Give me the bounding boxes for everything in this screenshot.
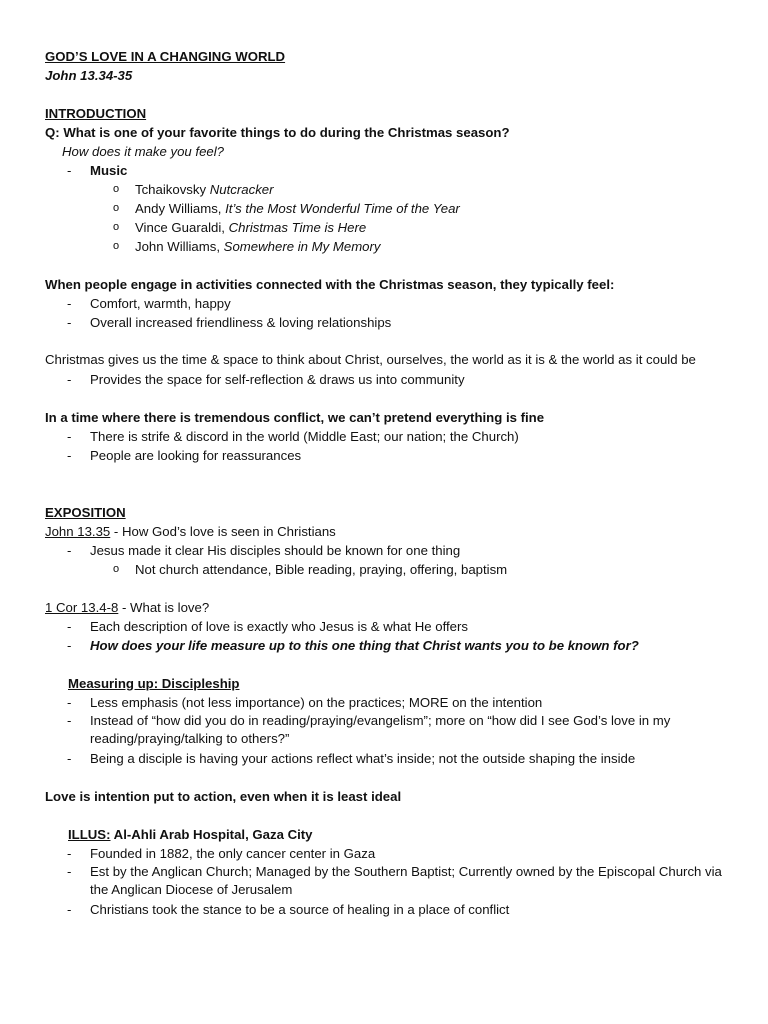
list-item-text: Comfort, warmth, happy bbox=[90, 296, 231, 311]
list-item bbox=[45, 541, 725, 560]
introduction-heading: INTRODUCTION bbox=[45, 106, 147, 121]
music-work: It’s the Most Wonderful Time of the Year bbox=[225, 201, 460, 216]
list-item bbox=[45, 900, 725, 919]
music-artist: Andy Williams, bbox=[135, 201, 226, 216]
list-item-text: How does your life measure up to this one thing that Christ wants you to be known for? bbox=[90, 637, 639, 653]
dash-bullet: - bbox=[67, 637, 72, 653]
list-item bbox=[45, 560, 725, 579]
dash-bullet: - bbox=[67, 447, 72, 463]
dash-bullet: - bbox=[67, 901, 72, 917]
circle-bullet: o bbox=[113, 240, 120, 252]
list-item-text: Founded in 1882, the only cancer center in Gaza bbox=[90, 845, 376, 861]
list-item bbox=[45, 636, 725, 655]
dash-bullet: - bbox=[67, 371, 72, 387]
music-artist: John Williams, bbox=[135, 239, 224, 254]
list-item-text: Christians took the stance to be a source of healing in a place of conflict bbox=[90, 901, 510, 917]
list-item bbox=[45, 617, 725, 636]
dash-bullet: - bbox=[67, 618, 72, 634]
list-item-text: Less emphasis (not less importance) on the practices; MORE on the intention bbox=[90, 694, 543, 710]
list-item bbox=[45, 712, 725, 749]
music-label: Music bbox=[90, 163, 128, 178]
list-item bbox=[45, 294, 725, 313]
list-item-text: Jesus made it clear His disciples should be known for one thing bbox=[90, 542, 461, 558]
measuring-heading: Measuring up: Discipleship bbox=[68, 675, 240, 691]
dash-bullet: - bbox=[67, 315, 72, 330]
cor-reference-text: - What is love? bbox=[118, 599, 210, 615]
love-statement: Love is intention put to action, even when it is least ideal bbox=[45, 788, 402, 804]
john-reference-line bbox=[45, 522, 725, 541]
music-work: Somewhere in My Memory bbox=[223, 239, 381, 254]
list-item bbox=[45, 844, 725, 863]
list-item bbox=[45, 693, 725, 712]
music-work: Christmas Time is Here bbox=[228, 220, 367, 235]
dash-bullet: - bbox=[67, 163, 72, 178]
circle-bullet: o bbox=[113, 202, 120, 214]
intro-question: Q: What is one of your favorite things to do during the Christmas season? bbox=[45, 125, 510, 140]
list-item bbox=[45, 863, 725, 900]
list-item bbox=[45, 218, 725, 237]
list-item-text: Being a disciple is having your actions reflect what’s inside; not the outside shaping the inside bbox=[90, 750, 636, 766]
document-title: GOD’S LOVE IN A CHANGING WORLD bbox=[45, 49, 286, 64]
illus-heading bbox=[45, 825, 725, 844]
list-item-text: Overall increased friendliness & loving relationships bbox=[90, 315, 392, 330]
list-item bbox=[45, 370, 725, 389]
list-item bbox=[45, 446, 725, 465]
list-item-text: Provides the space for self-reflection & draws us into community bbox=[90, 371, 465, 387]
measuring-heading-line bbox=[45, 674, 725, 693]
cor-reference-line bbox=[45, 598, 725, 617]
list-item-text: Each description of love is exactly who Jesus is & what He offers bbox=[90, 618, 468, 634]
dash-bullet: - bbox=[67, 750, 72, 766]
dash-bullet: - bbox=[67, 296, 72, 311]
conflict-heading: In a time where there is tremendous conflict, we can’t pretend everything is fine bbox=[45, 409, 545, 425]
scripture-reference: John 13.34-35 bbox=[45, 68, 133, 83]
list-item bbox=[45, 161, 725, 180]
dash-bullet: - bbox=[67, 694, 72, 710]
illus-title: Al-Ahli Arab Hospital, Gaza City bbox=[110, 826, 313, 842]
list-item-text: Instead of “how did you do in reading/praying/evangelism”; more on “how did I see God’s love in my reading/praying/talking to others?” bbox=[90, 712, 671, 746]
list-item bbox=[45, 237, 725, 256]
dash-bullet: - bbox=[67, 863, 72, 879]
list-item bbox=[45, 313, 725, 332]
circle-bullet: o bbox=[113, 221, 120, 233]
feel-heading: When people engage in activities connected with the Christmas season, they typically feel: bbox=[45, 277, 615, 292]
cor-reference: 1 Cor 13.4-8 bbox=[45, 599, 119, 615]
dash-bullet: - bbox=[67, 542, 72, 558]
dash-bullet: - bbox=[67, 845, 72, 861]
circle-bullet: o bbox=[113, 562, 120, 575]
circle-bullet: o bbox=[113, 183, 120, 195]
list-item bbox=[45, 180, 725, 199]
john-reference: John 13.35 bbox=[45, 523, 111, 539]
illus-label: ILLUS: bbox=[68, 826, 111, 842]
dash-bullet: - bbox=[67, 428, 72, 444]
list-item-text: There is strife & discord in the world (Middle East; our nation; the Church) bbox=[90, 428, 519, 444]
list-item bbox=[45, 749, 725, 768]
list-item bbox=[45, 427, 725, 446]
music-artist: Vince Guaraldi, bbox=[135, 220, 229, 235]
christmas-paragraph: Christmas gives us the time & space to think about Christ, ourselves, the world as it is & the world as it could be bbox=[45, 352, 696, 367]
sermon-notes-page bbox=[45, 47, 725, 919]
music-artist: Tchaikovsky bbox=[135, 182, 210, 197]
list-item-text: Est by the Anglican Church; Managed by the Southern Baptist; Currently owned by the Episcopal Church via the Anglican Diocese of Jerusalem bbox=[90, 863, 722, 897]
exposition-heading: EXPOSITION bbox=[45, 504, 126, 520]
john-reference-text: - How God’s love is seen in Christians bbox=[110, 523, 336, 539]
list-item-text: Not church attendance, Bible reading, praying, offering, baptism bbox=[135, 561, 508, 577]
intro-followup: How does it make you feel? bbox=[62, 144, 224, 159]
list-item-text: People are looking for reassurances bbox=[90, 447, 302, 463]
list-item bbox=[45, 199, 725, 218]
dash-bullet: - bbox=[67, 712, 72, 728]
music-work: Nutcracker bbox=[209, 182, 274, 197]
